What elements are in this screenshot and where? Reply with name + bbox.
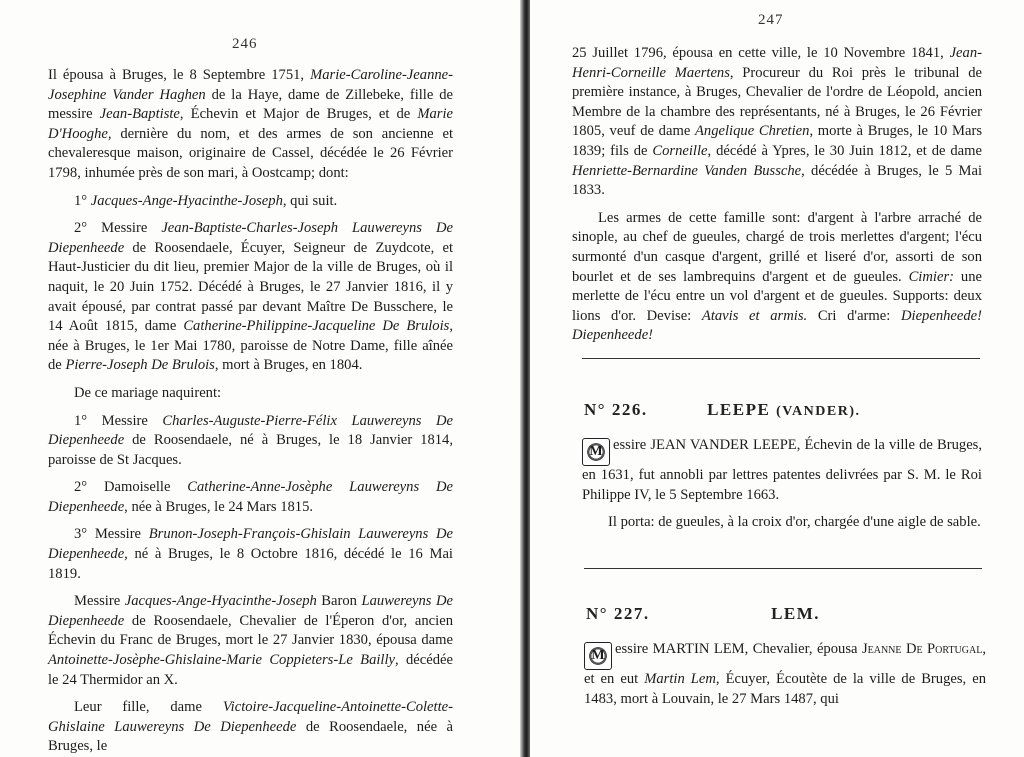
text: de Roosendaele, né à Bruges, le 18 Janvier 1814, paroisse de St Jacques. — [48, 432, 453, 468]
text: Il épousa à Bruges, le 8 Septembre 1751, — [48, 67, 311, 83]
ornamental-initial-icon: M — [584, 642, 612, 670]
text: , Échevin et Major de Bruges, et de — [179, 106, 418, 123]
right-text-column-top — [572, 44, 982, 354]
text-italic: Marie D'Hooghe — [48, 106, 454, 142]
text-small-caps: Jeanne De Portugal — [861, 641, 983, 657]
text-italic: Diepenheede! Diepenheede! — [572, 307, 982, 344]
text-italic: Cimier: — [908, 268, 954, 285]
text-italic: Angelique Chretien — [695, 123, 810, 140]
text-italic: Marie-Caroline-Jeanne-Josephine Vander Haghen — [48, 67, 453, 103]
text-italic: Martin Lem — [644, 671, 716, 687]
text: de Roosendaele, Écuyer, Seigneur de Zuydcote, et Haut-Justicier du dit lieu, premier Major de la ville de Bruges, où il naquit, le 20 Juin 1752. Décédé à Bruges, le 27 Janvier 1816, il y avait épousé, par contrat passé par devant Maître De Busschere, le 14 Août 1815, dame — [48, 239, 453, 335]
entry-name: LEM. — [771, 604, 821, 623]
right-page — [530, 0, 1024, 757]
text: de Roosendaele, née à Bruges, le — [48, 718, 454, 755]
text: Leur fille, dame — [74, 699, 223, 716]
text: essire MARTIN LEM, Chevalier, épousa — [615, 641, 862, 657]
text-italic: Jean-Baptiste-Charles-Joseph Lauwereyns De Diepenheede — [48, 220, 453, 256]
text-italic: Atavis et armis. — [701, 307, 808, 324]
text: Messire — [74, 593, 125, 610]
left-paragraph-8 — [48, 592, 453, 690]
text-italic: Jean-Baptiste — [99, 106, 180, 123]
text: Cri d'arme: — [807, 307, 901, 324]
text-italic: Jacques-Ange-Hyacinthe-Joseph — [90, 192, 283, 209]
text-italic: Lauwereyns De Diepenheede — [48, 593, 453, 629]
text: Il porta: de gueules, à la croix d'or, chargée d'une aigle de sable. — [608, 514, 981, 531]
text: De ce mariage naquirent: — [74, 384, 222, 401]
left-paragraph-1 — [48, 66, 453, 184]
text: essire JEAN VANDER LEEPE — [613, 437, 797, 453]
entry-226-body — [582, 436, 982, 541]
entry-227-heading — [586, 604, 820, 624]
text-italic: Catherine-Anne-Josèphe Lauwereyns De Diepenheede — [48, 479, 453, 515]
text: , mort à Bruges, en 1804. — [214, 357, 363, 374]
text: , née à Bruges, le 1er Mai 1780, paroisse de Notre Dame, fille aînée de — [48, 318, 453, 374]
left-paragraph-7 — [48, 525, 453, 584]
text: , née à Bruges, le 24 Mars 1815. — [124, 498, 314, 515]
text: , Procureur du Roi près le tribunal de première instance, à Bruges, Chevalier de l'ordre de Léopold, ancien Membre de la chambre des représentants, né à Bruges, le 26 Février 1805, veuf de dame — [572, 64, 982, 140]
text: 25 Juillet 1796, épousa en cette ville, le 10 Novembre 1841, — [572, 45, 950, 61]
entry-226-paragraph-2 — [582, 513, 982, 533]
text: Baron — [316, 593, 362, 610]
text: , et en eut — [584, 641, 986, 687]
left-paragraph-6 — [48, 478, 453, 517]
left-paragraph-5 — [48, 412, 453, 471]
text-italic: Victoire-Jacqueline-Antoinette-Colette-Ghislaine Lauwereyns De Diepenheede — [48, 699, 453, 735]
entry-number: N° 227. — [586, 604, 650, 623]
text: , qui suit. — [282, 192, 338, 209]
text: une merlette de l'écu entre un vol d'argent et de gueules. Supports: deux lions d'or. Devise: — [572, 268, 982, 324]
left-paragraph-4 — [48, 384, 453, 404]
entry-226-paragraph-1 — [582, 436, 982, 505]
entry-226-heading — [584, 400, 861, 420]
section-rule-2 — [584, 568, 982, 569]
right-page-number: 247 — [758, 12, 784, 28]
text-italic: Pierre-Joseph De Brulois — [65, 357, 215, 374]
entry-name-suffix: (VANDER). — [776, 404, 861, 419]
entry-227-paragraph-1 — [584, 640, 986, 709]
right-paragraph-2 — [572, 209, 982, 346]
text: , décédé à Ypres, le 30 Juin 1812, et de dame — [707, 142, 982, 159]
text-italic: Catherine-Philippine-Jacqueline De Brulois — [183, 318, 450, 335]
text: de Roosendaele, Chevalier de l'Éperon d'or, ancien Échevin du Franc de Bruges, mort le 27 Janvier 1830, épousa dame — [48, 612, 453, 649]
text: , décédée le 24 Thermidor an X. — [48, 652, 453, 688]
text: de la Haye, dame de Zillebeke, fille de messire — [48, 86, 454, 123]
entry-name: LEEPE — [707, 400, 771, 419]
text: , dernière du nom, et des armes de son ancienne et chevaleresque maison, originaire de Cassel, décédée le 26 Février 1798, inhumée près de son mari, à Oostcamp; dont: — [48, 125, 453, 181]
left-paragraph-2 — [48, 192, 453, 212]
ornamental-initial-icon: M — [582, 438, 610, 466]
section-rule-1 — [582, 358, 980, 359]
text-italic: Corneille — [652, 142, 708, 159]
text-italic: Brunon-Joseph-François-Ghislain Lauwereyns De Diepenheede — [48, 526, 453, 563]
text: 2° Damoiselle — [74, 479, 188, 496]
text-italic: Antoinette-Josèphe-Ghislaine-Marie Coppieters-Le Bailly — [48, 652, 396, 669]
text-italic: Henriette-Bernardine Vanden Bussche — [572, 162, 802, 179]
text: 3° Messire — [74, 526, 149, 543]
text-italic: Jacques-Ange-Hyacinthe-Joseph — [124, 593, 317, 610]
text: , morte à Bruges, le 10 Mars 1839; fils de — [572, 123, 983, 159]
text: , né à Bruges, le 8 Octobre 1816, décédé le 16 Mai 1819. — [48, 546, 453, 582]
text: 1° Messire — [74, 412, 163, 429]
right-paragraph-1 — [572, 44, 982, 201]
entry-number: N° 226. — [584, 400, 648, 419]
text: , Échevin de la ville de Bruges, en 1631, fut annobli par lettres patentes delivrées par S. M. le Roi Philippe IV, le 5 Septembre 1663. — [582, 437, 982, 503]
entry-227-body — [584, 640, 986, 717]
left-paragraph-9 — [48, 698, 453, 757]
left-paragraph-3 — [48, 219, 453, 376]
text: 1° — [74, 192, 91, 209]
left-page-number: 246 — [232, 36, 258, 52]
text: , décédée à Bruges, le 5 Mai 1833. — [572, 162, 982, 199]
text: Les armes de cette famille sont: d'argent à l'arbre arraché de sinople, au chef de gueules, chargé de trois merlettes d'argent; l'écu surmonté d'un casque d'argent, grillé et liseré d'or, assorti de son bourlet et de ses lambrequins d'argent et de gueules. — [572, 209, 982, 285]
text-italic: Jean-Henri-Corneille Maertens — [572, 45, 982, 81]
text: 2° Messire — [74, 220, 162, 237]
text: , Écuyer, Écoutète de la ville de Bruges, en 1483, mort à Louvain, le 27 Mars 1487, qui — [584, 671, 986, 707]
text-italic: Charles-Auguste-Pierre-Félix Lauwereyns De Diepenheede — [48, 412, 454, 449]
left-text-column — [48, 66, 453, 757]
